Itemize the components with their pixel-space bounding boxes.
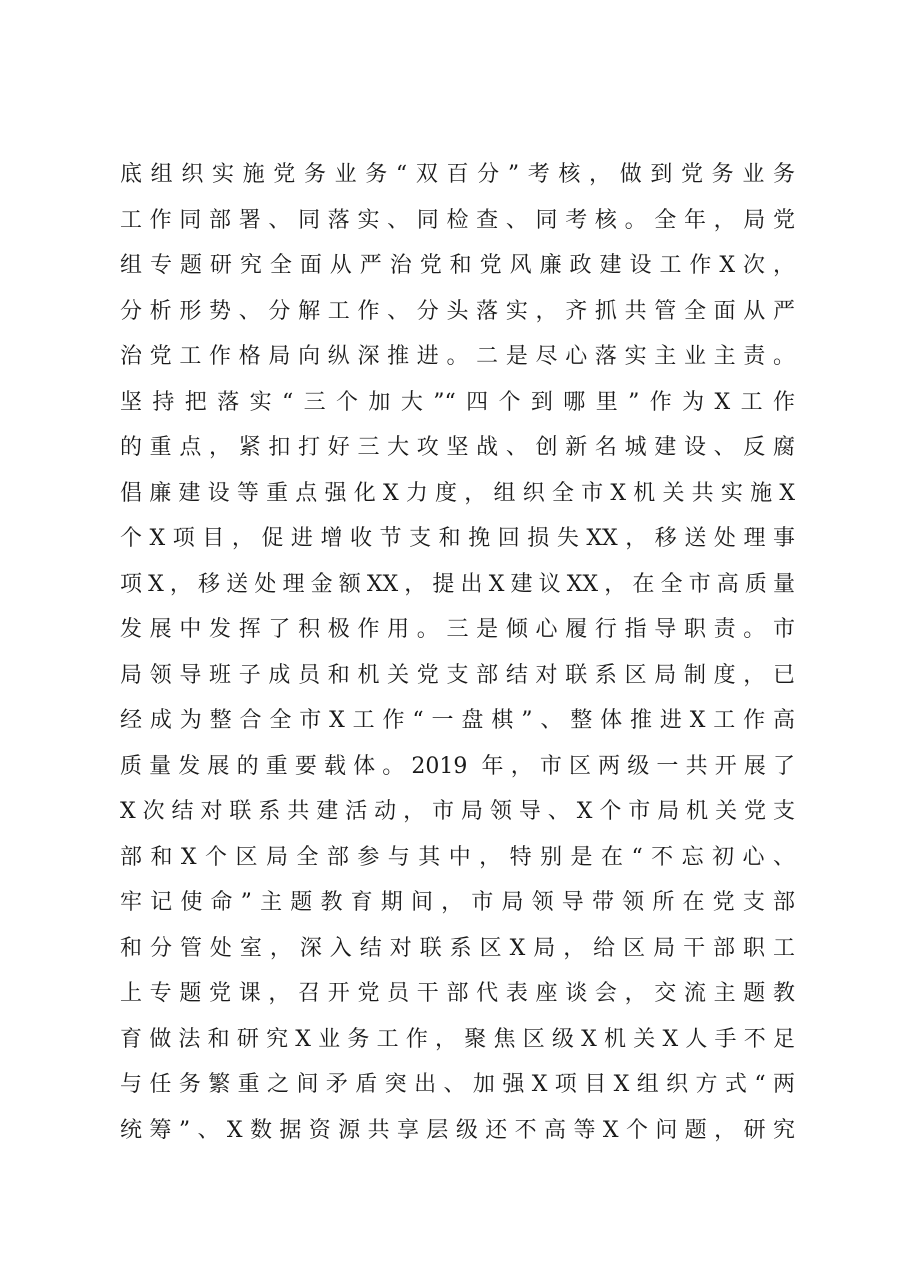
body-text xyxy=(120,152,795,1153)
text-line: 育做法和研究X业务工作，聚焦区级X机关X人手不足 xyxy=(120,1026,795,1052)
text-line: 工作同部署、同落实、同检查、同考核。全年，局党 xyxy=(120,207,795,233)
text-line: 倡廉建设等重点强化X力度，组织全市X机关共实施X xyxy=(120,480,795,506)
text-line: 坚持把落实“三个加大”“四个到哪里”作为X工作 xyxy=(120,389,795,415)
text-line: X次结对联系共建活动，市局领导、X个市局机关党支 xyxy=(120,799,795,824)
text-line: 组专题研究全面从严治党和党风廉政建设工作X次， xyxy=(120,253,795,278)
text-line: 统筹”、X数据资源共享层级还不高等X个问题，研究 xyxy=(120,1117,795,1143)
text-line: 底组织实施党务业务“双百分”考核，做到党务业务 xyxy=(120,162,795,187)
text-line: 分析形势、分解工作、分头落实，齐抓共管全面从严 xyxy=(120,298,795,324)
text-line: 项X，移送处理金额XX，提出X建议XX，在全市高质量 xyxy=(120,571,795,597)
text-line: 部和X个区局全部参与其中，特别是在“不忘初心、 xyxy=(120,844,795,870)
text-line: 治党工作格局向纵深推进。二是尽心落实主业主责。 xyxy=(120,344,795,369)
text-line: 个X项目，促进增收节支和挽回损失XX，移送处理事 xyxy=(120,526,795,551)
text-line: 和分管处室，深入结对联系区X局，给区局干部职工 xyxy=(120,935,795,961)
text-line: 质量发展的重要载体。2019 年，市区两级一共开展了 xyxy=(120,753,795,779)
text-line: 上专题党课，召开党员干部代表座谈会，交流主题教 xyxy=(120,981,795,1006)
text-line: 与任务繁重之间矛盾突出、加强X项目X组织方式“两 xyxy=(120,1072,795,1097)
text-line: 牢记使命”主题教育期间，市局领导带领所在党支部 xyxy=(120,890,795,915)
text-line: 发展中发挥了积极作用。三是倾心履行指导职责。市 xyxy=(120,617,795,642)
text-line: 局领导班子成员和机关党支部结对联系区局制度，已 xyxy=(120,662,795,688)
text-line: 经成为整合全市X工作“一盘棋”、整体推进X工作高 xyxy=(120,708,795,733)
text-line: 的重点，紧扣打好三大攻坚战、创新名城建设、反腐 xyxy=(120,435,795,460)
